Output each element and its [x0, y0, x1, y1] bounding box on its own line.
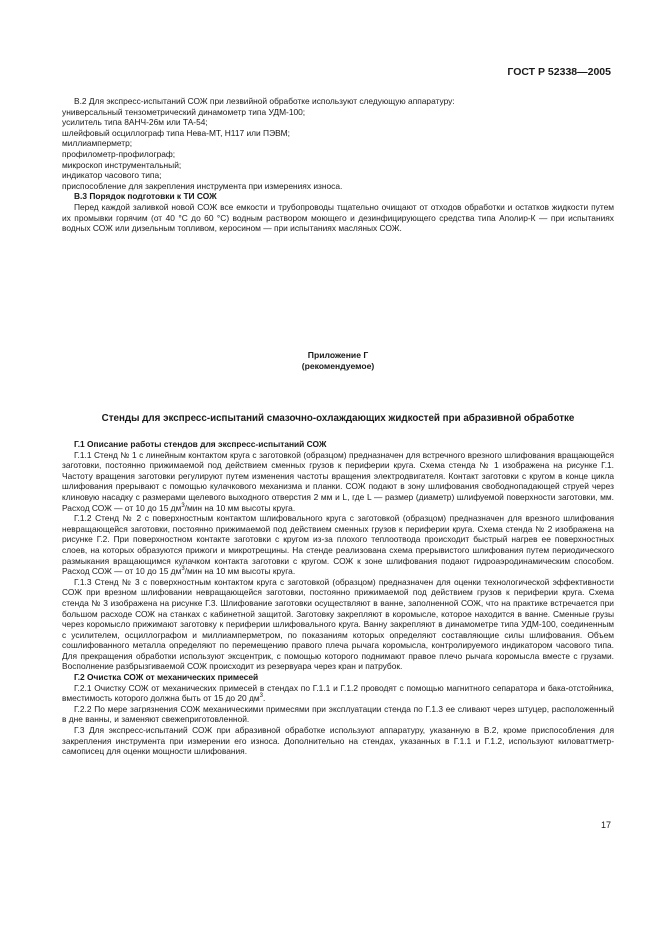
equipment-item: шлейфовый осциллограф типа Нева-МТ, Н117 или ПЭВМ;	[62, 127, 290, 138]
appendix-label: Приложение Г	[307, 350, 369, 360]
paragraph-g1-3: Г.1.3 Стенд № 3 с поверхностным контактом круга с заготовкой (образцом) предназначен для оценки технологической эффективности СОЖ при врезном шлифовании невращающейся заготовки, постоянно прижимаемой под действием грузов к периферии круга. Схема стенда № 3 изображена на рисунке Г.3. Шлифование заготовки осуществляют в ванне, заполненной СОЖ, что на практике встречается при большом расходе СОЖ на станках с кабинетной защитой. Заготовку закрепляют в коромысле, которое находится в ванне. Сменные грузы через коромысло прижимают заготовку к периферии шлифовального круга. Ванну закрепляют в динамометре типа УДМ-100, соединенным с усилителем, осциллографом и миллиамперметром, по показаниям которых определяют составляющие силы шлифования. Объем сошлифованного металла определяют по перемещению правого плеча рычага коромысла, контролируемого индикатором часового типа. Для прекращения обработки используют эксцентрик, с помощью которого поднимают правое плечо рычага коромысла вместе с грузами. Восполнение разбрызгиваемой СОЖ происходит из резервуара через кран и патрубок.	[62, 576, 614, 672]
section-b3-heading: В.3 Порядок подготовки к ТИ СОЖ	[74, 191, 217, 202]
section-g2-heading: Г.2 Очистка СОЖ от механических примесей	[74, 672, 259, 683]
page-number: 17	[600, 820, 611, 830]
appendix-label-block	[62, 350, 614, 372]
paragraph-g2-1: Г.2.1 Очистку СОЖ от механических примесей в стендах по Г.1.1 и Г.1.2 проводят с помощью магнитного сепаратора и бака-отстойника, вместимость которого должна быть от 15 до 20 $дм^3$.	[62, 682, 614, 704]
equipment-item: универсальный тензометрический динамометр типа УДМ-100;	[62, 106, 306, 117]
equipment-item: приспособление для закрепления инструмента при измерениях износа.	[62, 180, 343, 191]
standard-header: ГОСТ Р 52338—2005	[507, 66, 611, 78]
section-g1	[62, 439, 614, 757]
appendix-title: Стенды для экспресс-испытаний смазочно-охлаждающих жидкостей при абразивной обработке	[101, 413, 575, 424]
appendix-status: (рекомендуемое)	[301, 361, 375, 371]
equipment-item: миллиамперметр;	[62, 138, 133, 149]
section-b2-intro: В.2 Для экспресс-испытаний СОЖ при лезвийной обработке используют следующую аппаратуру:	[74, 96, 455, 106]
equipment-item: усилитель типа 8АНЧ-26м или ТА-54;	[62, 117, 208, 128]
equipment-item: профилометр-профилограф;	[62, 148, 176, 159]
paragraph-g2-2: Г.2.2 По мере загрязнения СОЖ механическими примесями при эксплуатации стенда по Г.1.3 ее сливают через штуцер, расположенный в дне ванны, и заменяют свежеприготовленной.	[62, 703, 614, 725]
equipment-item: микроскоп инструментальный;	[62, 159, 182, 170]
paragraph-g1-1: Г.1.1 Стенд № 1 с линейным контактом круга с заготовкой (образцом) предназначен для встречного врезного шлифования вращающейся заготовки, постоянно прижимаемой под действием сменных грузов к периферии круга. Схема стенда № 1 изображена на рисунке Г.1. Частоту вращения заготовки регулируют путем изменения частоты вращения электродвигателя. Контакт заготовки с кругом в конце цикла шлифования прерывают с помощью кулачкового механизма и планки. СОЖ подают в зону шлифования свободнопадающей струей через клиновую насадку с размерами щелевого выходного отверстия 2 мм и L, где L — размер (диаметр) шлифуемой поверхности заготовки, мм. Расход СОЖ — от 10 до 15 $дм^3$/мин на 10 мм высоты круга.	[62, 449, 614, 513]
section-g1-heading: Г.1 Описание работы стендов для экспресс-испытаний СОЖ	[74, 439, 327, 449]
paragraph-g3: Г.3 Для экспресс-испытаний СОЖ при абразивной обработке используют аппаратуру, указанную в В.2, кроме приспособления для закрепления инструмента при измерении его износа. Дополнительно на стендах, указанных в Г.1.1 и Г.1.2, используют киловаттметр-самописец для оценки мощности шлифования.	[62, 725, 614, 757]
section-b3-text: Перед каждой заливкой новой СОЖ все емкости и трубопроводы тщательно очищают от отходов обработки и остатков жидкости путем их промывки горячим (от 40 °С до 60 °С) водным раствором моющего и дезинфицирующего средства типа Аполир-К — при испытаниях водных СОЖ или дизельным топливом, керосином — при испытаниях масляных СОЖ.	[62, 201, 614, 234]
paragraph-g1-2: Г.1.2 Стенд № 2 с поверхностным контактом шлифовального круга с заготовкой (образцом) предназначен для врезного шлифования невращающейся заготовки, постоянно прижимаемой под действием сменных грузов к периферии круга. Схема стенда № 2 изображена на рисунке Г.2. При поверхностном контакте заготовки с кругом из-за плохого теплоотвода происходит быстрый нагрев ее поверхностных слоев, на которых образуются прижоги и микротрещины. На стенде реализована схема прерывистого шлифования путем периодического размыкания вращающимся кулачком контакта заготовки с кругом. СОЖ к зоне шлифования подают гидроаэродинамическим способом. Расход СОЖ — от 10 до 15 $дм^3$/мин на 10 мм высоты круга.	[62, 513, 614, 577]
equipment-item: индикатор часового типа;	[62, 170, 162, 181]
section-b2	[62, 96, 614, 234]
